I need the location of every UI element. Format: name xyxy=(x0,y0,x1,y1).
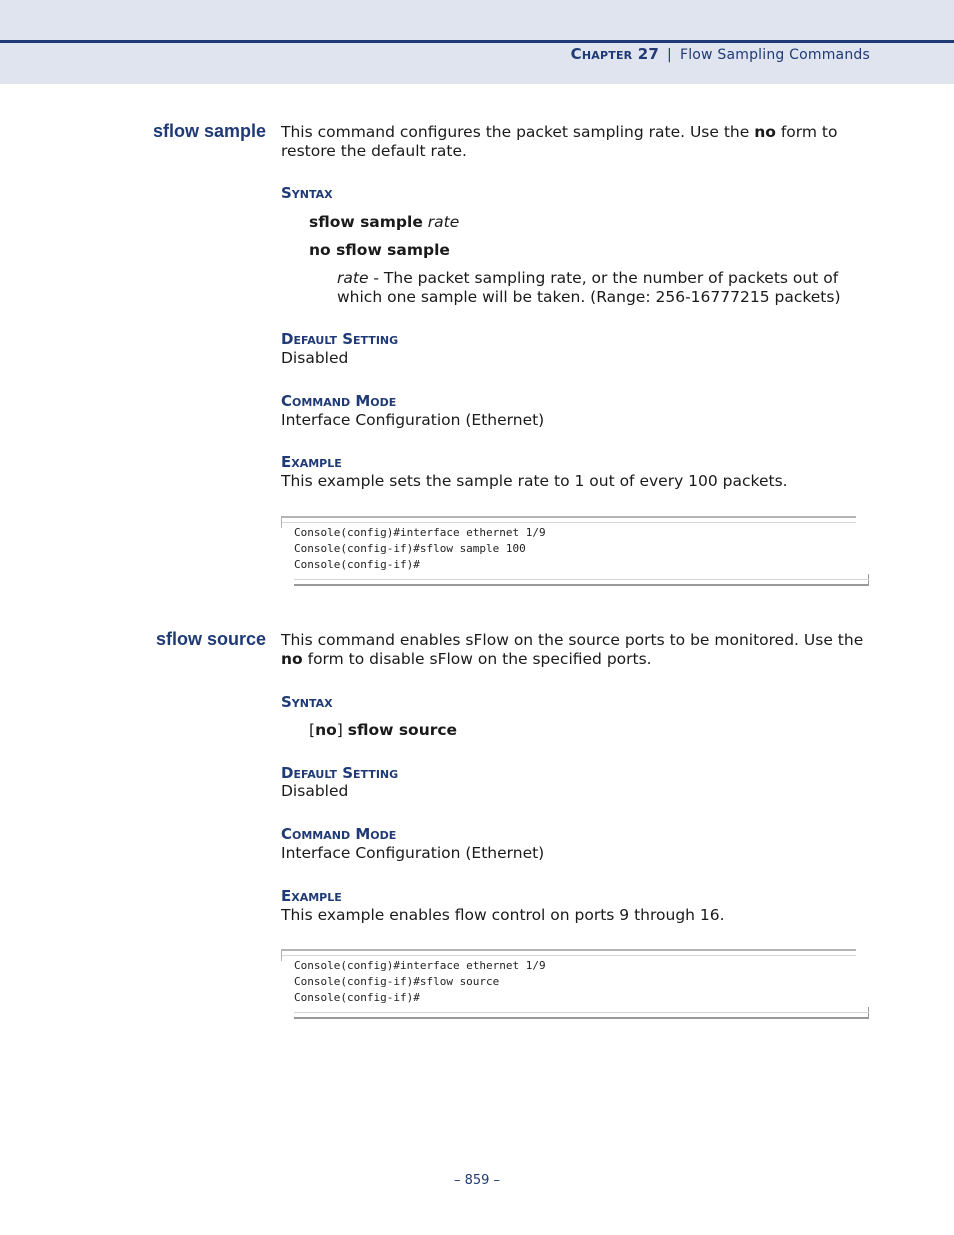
intro-text: This command configures the packet sampling rate. Use the xyxy=(281,123,755,141)
syntax-heading: Syntax xyxy=(281,184,333,202)
parameter-description xyxy=(337,269,867,307)
parameter-name: rate xyxy=(337,269,369,287)
example-heading: Example xyxy=(281,453,342,471)
code-line: Console(config)#interface ethernet 1/9 xyxy=(294,526,546,539)
chapter-label: Chapter 27 xyxy=(570,45,660,63)
example-heading: Example xyxy=(281,887,342,905)
intro-text: This command enables sFlow on the source ports to be monitored. Use the xyxy=(281,631,864,649)
command-description xyxy=(281,123,871,161)
code-box-bottom-rule xyxy=(294,1012,869,1019)
page-number: – 859 – xyxy=(453,1173,501,1188)
header-rule xyxy=(0,40,954,43)
intro-keyword: no xyxy=(754,123,776,141)
code-box-top-rule xyxy=(281,949,856,956)
command-description xyxy=(281,631,871,669)
command-title-sflow-source: sflow source xyxy=(155,629,266,649)
syntax-parameter: rate xyxy=(427,213,460,231)
syntax-heading: Syntax xyxy=(281,693,333,711)
code-example-box xyxy=(281,949,869,1019)
example-text: This example enables flow control on ports 9 through 16. xyxy=(281,906,725,924)
code-box-left-edge xyxy=(281,949,284,961)
example-text: This example sets the sample rate to 1 out of every 100 packets. xyxy=(281,472,788,490)
command-mode-heading: Command Mode xyxy=(281,825,397,843)
command-title-sflow-sample: sflow sample xyxy=(152,121,266,141)
code-line: Console(config-if)#sflow sample 100 xyxy=(294,541,526,555)
running-header xyxy=(571,45,870,63)
code-example xyxy=(294,525,546,572)
syntax-line xyxy=(309,721,457,740)
code-line: Console(config)#interface ethernet 1/9 xyxy=(294,959,546,972)
syntax-command: sflow sample xyxy=(309,213,423,231)
code-line: Console(config-if)#sflow source xyxy=(294,974,500,988)
default-setting-heading: Default Setting xyxy=(281,764,399,782)
syntax-line xyxy=(309,213,459,232)
syntax-keyword-no: no xyxy=(315,721,337,739)
intro-text-end: form to disable sFlow on the specified ports. xyxy=(302,650,652,668)
code-box-top-rule xyxy=(281,516,856,523)
default-setting-heading: Default Setting xyxy=(281,330,399,348)
intro-text-end: form to restore the default rate. xyxy=(281,123,838,160)
syntax-command-no: no sflow sample xyxy=(309,241,450,259)
header-separator: | xyxy=(667,47,672,63)
code-line: Console(config-if)# xyxy=(294,557,420,571)
chapter-section-title: Flow Sampling Commands xyxy=(679,47,870,63)
command-mode-heading: Command Mode xyxy=(281,392,397,410)
syntax-command: sflow source xyxy=(347,721,458,739)
command-mode-value: Interface Configuration (Ethernet) xyxy=(281,411,545,429)
parameter-text: - The packet sampling rate, or the number of packets out of which one sample will be taken. (Range: 256-16777215 packets) xyxy=(337,269,841,306)
syntax-line-no-form xyxy=(309,241,450,260)
code-example xyxy=(294,958,546,1005)
default-setting-value: Disabled xyxy=(281,782,349,800)
code-example-box xyxy=(281,516,869,586)
default-setting-value: Disabled xyxy=(281,349,349,367)
code-box-left-edge xyxy=(281,516,284,528)
code-line: Console(config-if)# xyxy=(294,990,420,1004)
intro-keyword: no xyxy=(281,650,303,668)
syntax-bracket-open: [ xyxy=(309,721,316,739)
syntax-bracket-close: ] xyxy=(336,721,348,739)
command-mode-value: Interface Configuration (Ethernet) xyxy=(281,844,545,862)
code-box-bottom-rule xyxy=(294,579,869,586)
